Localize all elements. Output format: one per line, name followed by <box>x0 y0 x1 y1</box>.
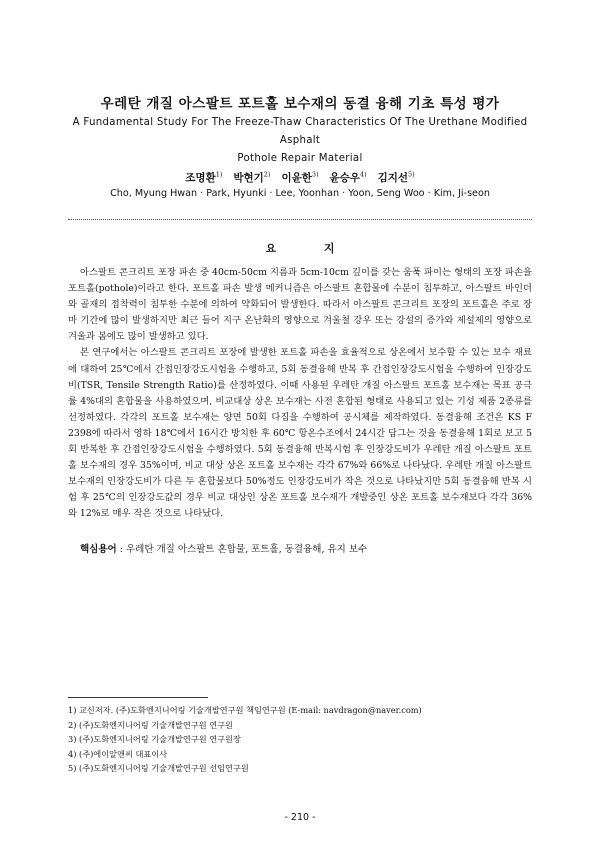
author-affiliation-marker: 4) <box>359 170 367 179</box>
footnote: 4) (주)에이알앤씨 대표이사 <box>68 748 168 759</box>
author-list-english: Cho, Myung Hwan · Park, Hyunki · Lee, Yoonhan · Yoon, Seng Woo · Kim, Ji-seon <box>110 188 490 199</box>
footnote: 2) (주)도화엔지니어링 기술개발연구원 연구원 <box>68 719 233 730</box>
paper-title-english-line1: A Fundamental Study For The Freeze-Thaw Characteristics Of The Urethane Modified Asphalt <box>72 117 528 146</box>
author-list-korean <box>0 170 600 185</box>
author-name: 박현기 <box>233 172 264 184</box>
author-affiliation-marker: 1) <box>215 170 223 179</box>
footnote-divider <box>68 697 208 698</box>
keywords <box>80 541 530 555</box>
author-affiliation-marker: 3) <box>311 170 319 179</box>
abstract-body <box>68 265 532 523</box>
abstract-heading: 요 지 <box>265 242 357 255</box>
author-name: 윤승우 <box>329 172 360 184</box>
paper-title-english <box>60 114 540 168</box>
footnotes <box>68 703 532 776</box>
author-affiliation-marker: 5) <box>408 170 415 179</box>
author-name: 조명환 <box>185 172 216 184</box>
abstract-paragraph: 아스팔트 콘크리트 포장 파손 중 40cm-50cm 지름과 5cm-10cm 깊이를 갖는 움푹 파이는 형태의 포장 파손을 포트홀(pothole)이라고 한다. 포트홀 파손 발생 메커니즘은 아스팔트 혼합물에 수분이 침투하고, 아스팔트 바인더와 골재의 접착력이 침투한 수분에 의하여 약화되어 발생한다. 따라서 아스팔트 콘크리트 포장의 포트홀은 주로 장마 기간에 많이 발생하지만 최근 들어 지구 온난화의 영향으로 겨울철 강우 또는 강설의 증가와 제설제의 영향으로 겨울과 봄에도 많이 발생하고 있다. <box>68 267 532 343</box>
keywords-text: : 우레탄 개질 아스팔트 혼합물, 포트홀, 동결융해, 유지 보수 <box>116 544 368 555</box>
page-number: - 210 - <box>284 812 316 823</box>
header-divider <box>68 219 532 220</box>
author-name: 이윤한 <box>281 172 312 184</box>
author-affiliation-marker: 2) <box>263 170 271 179</box>
footnote: 3) (주)도화엔지니어링 기술개발연구원 연구원장 <box>68 734 241 745</box>
keywords-label: 핵심용어 <box>80 544 117 555</box>
author-name: 김지선 <box>377 172 409 184</box>
paper-title-english-line2: Pothole Repair Material <box>237 153 363 164</box>
paper-title-korean: 우레탄 개질 아스팔트 포트홀 보수재의 동결 융해 기초 특성 평가 <box>100 96 500 112</box>
footnote: 5) (주)도화엔지니어링 기술개발연구원 선임연구원 <box>68 763 249 774</box>
footnote: 1) 교신저자. (주)도화엔지니어링 기술개발연구원 책임연구원 (E-mail: navdragon@naver.com) <box>68 705 422 715</box>
abstract-paragraph: 본 연구에서는 아스팔트 콘크리트 포장에 발생한 포트홀 파손을 효율적으로 상온에서 보수할 수 있는 보수 재료에 대하여 25℃에서 간접인장강도시험을 수행하고, 5회 동결융해 반복 후 간접인장강도시험을 수행하여 인장강도비(TSR, Tensile Strength Ratio)를 산정하였다. 이때 사용된 우레탄 개질 아스팔트 포트홀 보수재는 목표 공극률 4%대의 혼합물을 사용하였으며, 비교대상 상온 보수재는 사전 혼합된 형태로 사용되고 있는 기성 제품 2종류를 선정하였다. 각각의 포트홀 보수재는 양면 50회 다짐을 수행하여 공시체를 제작하였다. 동결융해 조건은 KS F 2398에 따라서 영하 18℃에서 16시간 방치한 후 60℃ 항온수조에서 24시간 담그는 것을 동결융해 1회로 보고 5회 반복한 후 간접인장강도시험을 수행하였다. 5회 동결융해 반복시험 후 인장강도비가 우레탄 개질 아스팔트 포트홀 보수재의 경우 35%이며, 비교 대상 상온 포트홀 보수재는 각각 67%와 66%로 나타났다. 우레탄 개질 아스팔트 보수재의 인장강도비가 다른 두 혼합물보다 50%정도 인장강도비가 작은 것으로 나타났지만 5회 동결융해 반복 시험 후 25℃의 인장강도값의 경우 비교 대상인 상온 포트홀 보수재가 개발중인 상온 포트홀 보수재보다 각각 36%와 12%로 매우 작은 것으로 나타났다. <box>68 347 532 520</box>
